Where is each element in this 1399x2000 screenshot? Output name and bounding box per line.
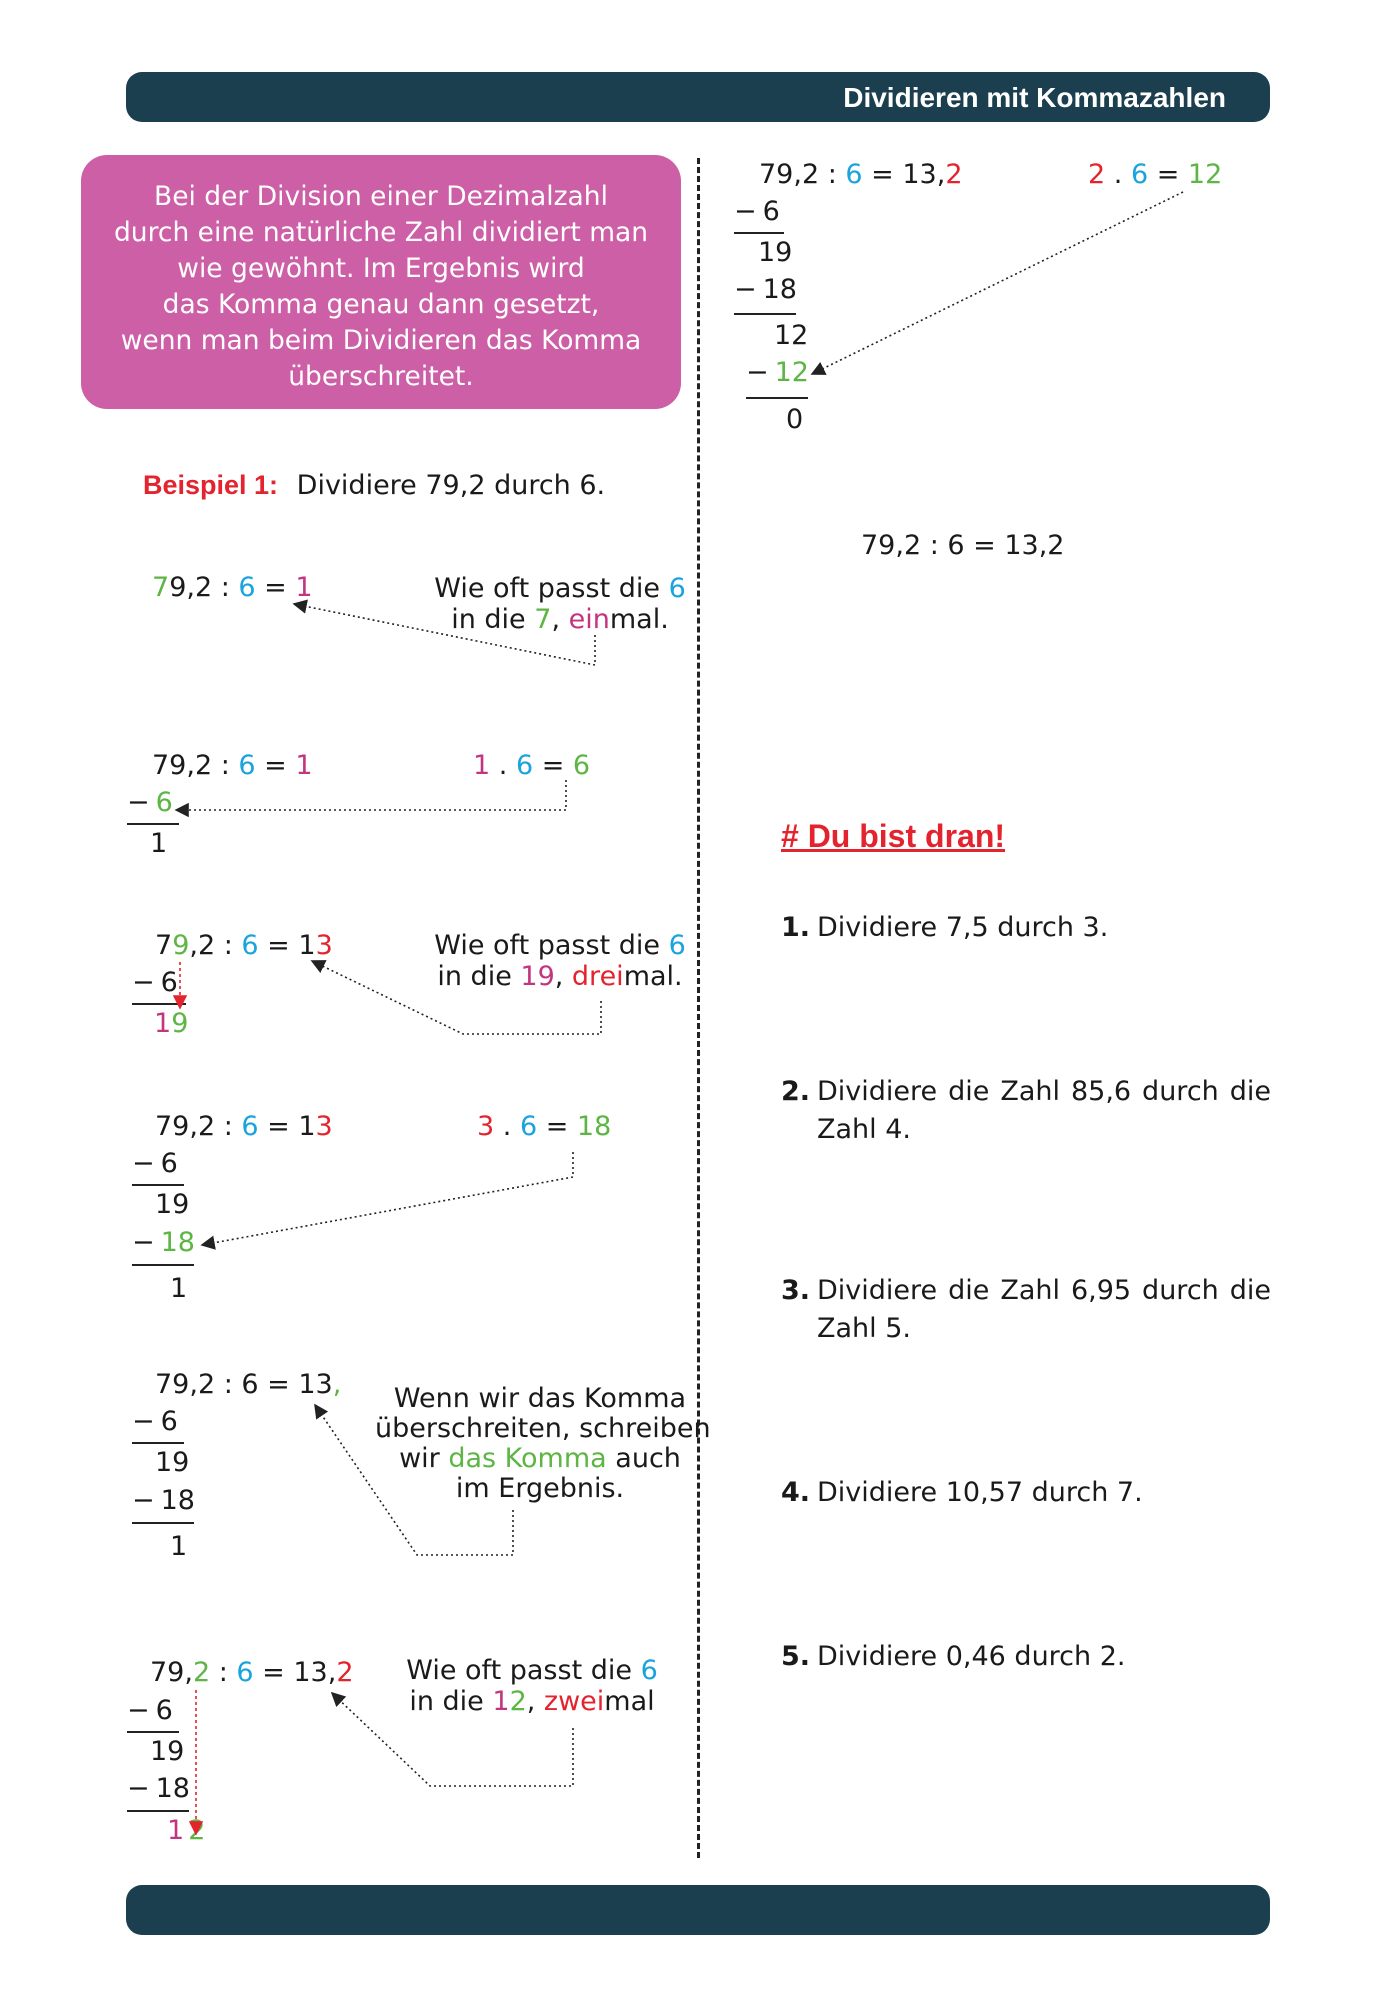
text: Wie oft passt die (434, 573, 669, 604)
divisor: 6 (236, 1657, 254, 1688)
arrow-step5 (315, 1405, 513, 1555)
quotient-digit: 3 (315, 1111, 333, 1142)
divisor: 6 (519, 1111, 538, 1142)
subtrahend: 18 (155, 1773, 190, 1804)
text: . (1105, 159, 1131, 190)
text: 79,2 : (155, 1111, 242, 1142)
exercise-text: Dividiere 7,5 durch 3. (817, 912, 1109, 943)
final-result: 79,2 : 6 = 13,2 (861, 530, 1065, 561)
divisor: 6 (1130, 159, 1149, 190)
subtrahend: 6 (762, 196, 780, 227)
digit: 2 (509, 1686, 527, 1717)
divisor: 6 (640, 1655, 658, 1686)
rule-line: das Komma genau dann gesetzt, (162, 289, 600, 320)
text: in die (437, 961, 521, 992)
subtrahend: 6 (160, 1406, 178, 1437)
exercise-text: Dividiere die Zahl 6,95 durch die Zahl 5. (817, 1275, 1271, 1344)
divisor: 6 (668, 573, 686, 604)
text: 79,2 : (152, 750, 239, 781)
rule-line: Bei der Division einer Dezimalzahl (154, 181, 608, 212)
example-task: Dividiere 79,2 durch 6. (296, 470, 606, 501)
page-title: Dividieren mit Kommazahlen (843, 82, 1226, 113)
step4-mid: 19 (155, 1189, 190, 1220)
text: wir (399, 1443, 449, 1474)
arrow-step2 (176, 780, 566, 810)
text: in die (451, 604, 535, 635)
exercise-number: 3. (781, 1275, 811, 1306)
number: 19 (520, 961, 555, 992)
text: : (210, 1657, 237, 1688)
text: = (1148, 159, 1188, 190)
factor: 1 (473, 750, 491, 781)
count-word: zwei (543, 1686, 605, 1717)
minus-sign: − (734, 196, 757, 227)
quotient-digit: 2 (336, 1657, 354, 1688)
step4-rest: 1 (170, 1273, 188, 1304)
subtrahend: 6 (160, 1148, 178, 1179)
digit: 7 (152, 572, 170, 603)
exercise-text: Dividiere 10,57 durch 7. (817, 1477, 1143, 1508)
exercise-number: 2. (781, 1076, 811, 1107)
factor: 3 (477, 1111, 495, 1142)
text: Wie oft passt die (406, 1655, 641, 1686)
digit: 2 (188, 1815, 206, 1846)
example-label: Beispiel 1: (143, 470, 279, 500)
text: = (537, 1111, 577, 1142)
rule-line: überschreitet. (288, 361, 474, 392)
text: in die (409, 1686, 493, 1717)
divisor: 6 (238, 572, 256, 603)
text: . (490, 750, 516, 781)
exercise-number: 5. (781, 1641, 811, 1672)
quotient-digit: 1 (295, 572, 313, 603)
digit: 9 (171, 1008, 189, 1039)
factor: 2 (1088, 159, 1106, 190)
divisor: 6 (515, 750, 534, 781)
text: auch (606, 1443, 681, 1474)
text: = 1 (258, 930, 316, 961)
text: mal. (623, 961, 683, 992)
minus-sign: − (132, 1148, 155, 1179)
subtrahend: 6 (155, 787, 173, 818)
text: Wie oft passt die (434, 930, 669, 961)
minus-sign: − (734, 274, 757, 305)
digit: 1 (167, 1815, 185, 1846)
subtrahend: 12 (774, 357, 809, 388)
quotient-digit: 1 (295, 750, 313, 781)
rule-line: durch eine natürliche Zahl dividiert man (113, 217, 649, 248)
arrow-step3 (312, 961, 601, 1034)
step7-mid-1: 19 (758, 237, 793, 268)
digit: 2 (192, 1657, 211, 1688)
text: 79,2 : 6 = 13 (155, 1369, 333, 1400)
subtrahend: 18 (160, 1485, 195, 1516)
minus-sign: − (127, 787, 150, 818)
step7-rest: 0 (786, 404, 804, 435)
step2-rest: 1 (150, 828, 168, 859)
minus-sign: − (127, 1695, 150, 1726)
exercise-number: 1. (781, 912, 811, 943)
count-word: drei (571, 961, 624, 992)
footer-bar (126, 1885, 1270, 1935)
subtrahend: 18 (762, 274, 797, 305)
text: = 13, (862, 159, 946, 190)
text: , (551, 604, 569, 635)
text: = (255, 572, 296, 603)
subtrahend: 18 (160, 1227, 195, 1258)
step6-mid: 19 (150, 1736, 185, 1767)
text: mal (604, 1686, 655, 1717)
exercise-number: 4. (781, 1477, 811, 1508)
text: im Ergebnis. (455, 1473, 625, 1504)
text: = (533, 750, 573, 781)
divisor: 6 (668, 930, 686, 961)
divisor: 6 (238, 750, 256, 781)
count-word: ein (568, 604, 610, 635)
subtrahend: 6 (155, 1695, 173, 1726)
arrow-step7 (812, 192, 1183, 374)
divisor: 6 (241, 1111, 259, 1142)
rule-line: wie gewöhnt. Im Ergebnis wird (177, 253, 585, 284)
digit: 1 (154, 1008, 172, 1039)
product: 18 (576, 1111, 612, 1142)
text: = 1 (258, 1111, 316, 1142)
minus-sign: − (132, 1406, 155, 1437)
text: = (255, 750, 296, 781)
product: 6 (572, 750, 591, 781)
product: 12 (1187, 159, 1223, 190)
exercise-heading: # Du bist dran! (781, 818, 1006, 854)
text: , (554, 961, 572, 992)
text: 79, (150, 1657, 193, 1688)
text: überschreiten, schreiben (375, 1413, 711, 1444)
highlight: das Komma (448, 1443, 607, 1474)
text: 7 (155, 930, 173, 961)
digit: 9 (172, 930, 190, 961)
digit: 7 (534, 604, 552, 635)
exercise-text: Dividiere 0,46 durch 2. (817, 1641, 1126, 1672)
exercise-text: Dividiere die Zahl 85,6 durch die Zahl 4. (817, 1076, 1271, 1145)
minus-sign: − (127, 1773, 150, 1804)
text: Wenn wir das Komma (393, 1383, 687, 1414)
arrow-step4 (202, 1152, 573, 1245)
text: mal. (609, 604, 669, 635)
arrow-step6 (332, 1693, 573, 1786)
step5-rest: 1 (170, 1531, 188, 1562)
minus-sign: − (132, 1227, 155, 1258)
arrow-step1 (294, 604, 595, 665)
step5-mid: 19 (155, 1447, 190, 1478)
minus-sign: − (746, 357, 769, 388)
text: . (494, 1111, 520, 1142)
text: , (526, 1686, 544, 1717)
minus-sign: − (132, 1485, 155, 1516)
comma: , (332, 1369, 342, 1400)
divisor: 6 (845, 159, 863, 190)
quotient-digit: 3 (315, 930, 333, 961)
quotient-digit: 2 (945, 159, 963, 190)
digit: 1 (492, 1686, 510, 1717)
divisor: 6 (241, 930, 259, 961)
minus-sign: − (132, 967, 155, 998)
text: = 13, (253, 1657, 337, 1688)
text: ,2 : (189, 930, 242, 961)
step7-mid-2: 12 (774, 320, 809, 351)
text: 79,2 : (759, 159, 846, 190)
text: 9,2 : (169, 572, 239, 603)
subtrahend: 6 (160, 967, 178, 998)
rule-line: wenn man beim Dividieren das Komma (120, 325, 642, 356)
